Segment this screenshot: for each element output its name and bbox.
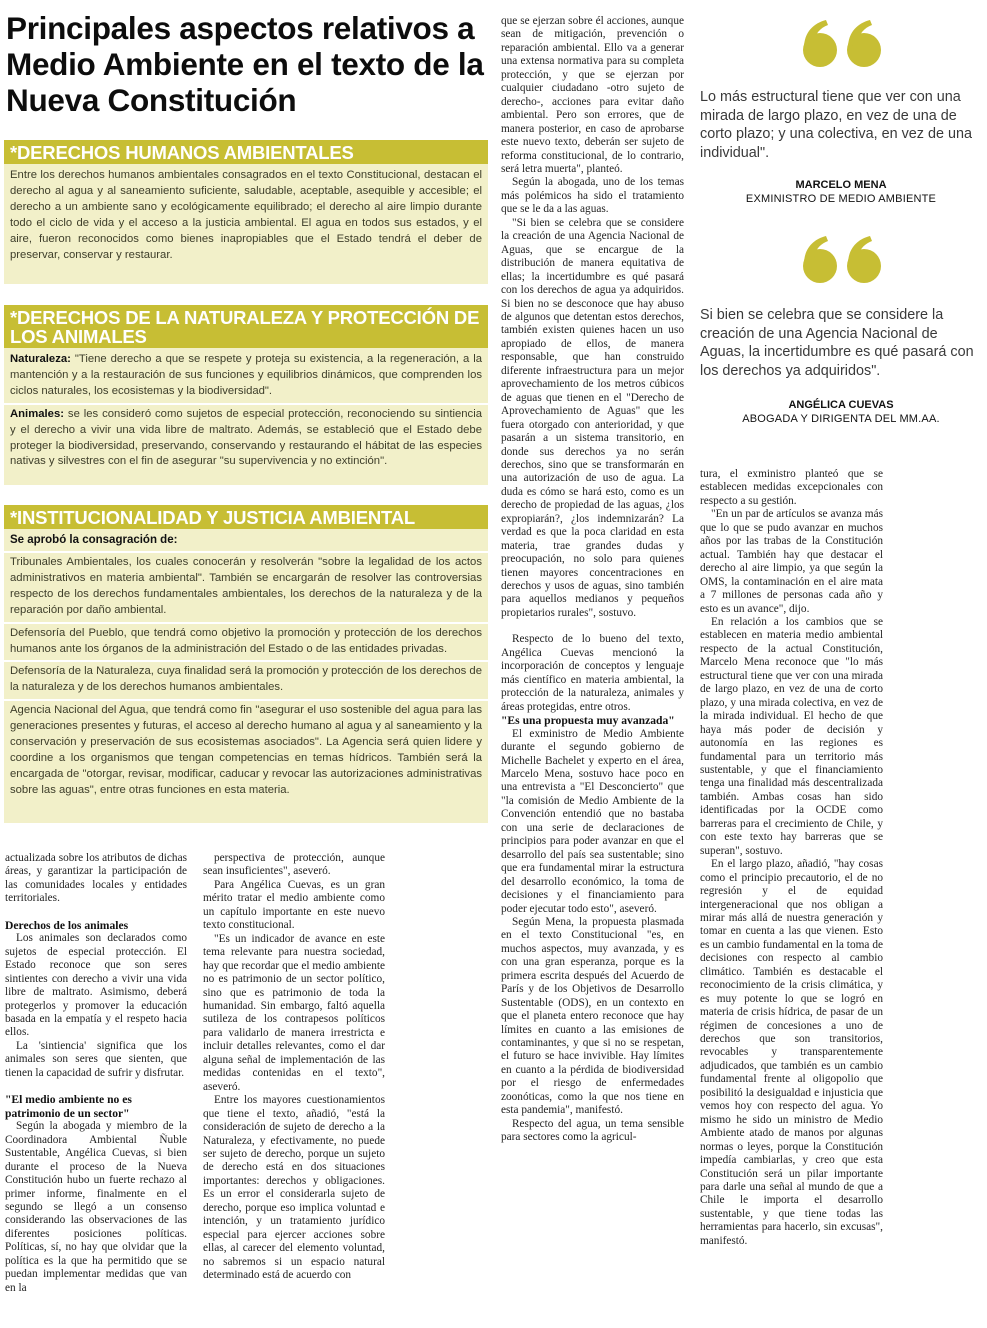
subheading-animals: Derechos de los animales (5, 918, 129, 932)
paragraph: El exministro de Medio Ambiente durante el segundo gobierno de Michelle Bachelet y experto en el área, Marcelo Mena, sostuvo hace poco en una entrevista a "El Desconcierto" que "la comisión de Medio Ambiente de la Convención entendió que no bastaba con una serie de declaraciones de principios para poder avanzar en que el desarrollo del país sea sustentable; sino que era fundamental mirar la estructura del desarrollo económico, la toma de decisiones y el financiamiento para poder ejecutar todo esto", aseveró. (501, 727, 684, 915)
paragraph: Según la abogada y miembro de la Coordinadora Ambiental Ñuble Sustentable, Angélica Cuevas, si bien durante el proceso de la Nueva Constitución hubo un fuerte rechazo al primer informe, finalmente en el segundo se llegó a un consenso considerando las observaciones de las diferentes posiciones políticas. Políticas, sí, no hay que olvidar que la política es la que ha permitido que se puedan implementar medidas que van en la (5, 1120, 187, 1294)
paragraph: tura, el exministro planteó que se establecen medidas excepcionales con respecto a su gestión. (700, 468, 883, 507)
quote-author-role: EXMINISTRO DE MEDIO AMBIENTE (745, 193, 937, 205)
pull-quote-cuevas: Si bien se celebra que se considere la creación de una Agencia Nacional de Aguas, la incertidumbre es qué pasará con los derechos ya adquiridos". (700, 307, 974, 379)
box-human-rights-heading: *DERECHOS HUMANOS AMBIENTALES (4, 140, 488, 164)
paragraph: Los animales son declarados como sujetos de especial protección. El Estado reconoce que son seres sintientes con derecho a vivir una vida libre de maltrato. Asimismo, deberá protegerlos y promover la educación basada en la empatía y el respeto hacia ellos. (5, 932, 187, 1039)
institution-item: Agencia Nacional del Agua, que tendrá como fin "asegurar el uso sostenible del agua para las generaciones presentes y futuras, el acceso al derecho humano al agua y al saneamiento y la conservación y preservación de sus ecosistemas asociados". La Agencia será quien lidere y coordine a los organismos que tengan competencias en temas hídricos. También será la encargada de "otorgar, revisar, modificar, caducar y revocar las autorizaciones administrativas sobre las aguas", entre otras funciones en esta materia. (4, 699, 488, 801)
box-institutions-heading: *INSTITUCIONALIDAD Y JUSTICIA AMBIENTAL (4, 505, 488, 529)
article-column-4 (700, 468, 883, 1248)
paragraph: "Es un indicador de avance en este tema relevante para nuestra sociedad, hay que recordar que el medio ambiente no es patrimonio de un sector político, sino que es patrimonio de toda la humanidad. Sin embargo, faltó aquella sutileza de los contrapesos políticos para validarlo de manera irrestricta e incluir detalles relevantes, como el dar alguna señal de implementación de las medidas contenidas en el texto", aseveró. (203, 932, 385, 1093)
paragraph: Entre los mayores cuestionamientos que tiene el texto, añadió, "está la consideración de sujeto de derecho a la Naturaleza, y efectivamente, no puede ser sujeto de derecho, porque un sujeto de derecho está en dos situaciones importantes: derechos y obligaciones. Es un error el considerarla sujeto de derecho, porque eso implica voluntad e intención, y un tratamiento jurídico especial para ejercer acciones sobre ellas, al carecer del elemento voluntad, no sabremos si un espacio natural determinado está de acuerdo con (203, 1094, 385, 1282)
paragraph: En el largo plazo, añadió, "hay cosas como el principio precautorio, el de no regresión y el de equidad intergeneracional que nos obligan a mirar más allá de nuestra generación y tomar en cuenta a las que vienen. Esto es un cambio fundamental en la toma de decisiones con respecto al cambio climático. También es destacable el reconocimiento de la crisis climática, y es muy potente lo que se logró en materia de crisis hídrica, de pasar de un régimen de concesiones a uno de derechos que son transitorios, revocables y transparentemente adjudicados, que también es un cambio fundamental frente al oligopolio que posibilitó la desigualdad e injusticia que vemos hoy con respecto del agua. Yo mismo he sido un ministro de Medio Ambiente atado de manos por algunas normas o leyes, porque la Constitución impedía cambiarlas, y creo que esta Constitución será un pilar importante para darle una señal al mundo de que a Chile le importa el desarrollo sustentable, y que tiene todas las herramientas para hacerlo, sin excusas", manifestó. (700, 858, 883, 1247)
paragraph: Respecto del agua, un tema sensible para sectores como la agricul- (501, 1117, 684, 1144)
subheading-environment: "El medio ambiente no es patrimonio de un sector" (5, 1093, 132, 1120)
box-human-rights (4, 140, 488, 284)
article-column-1 (5, 852, 187, 1295)
nature-text: "Tiene derecho a que se respete y proteja su existencia, a la regeneración, a la mantención y a la restauración de sus funciones y equilibrios dinámicos, que comprenden los ciclos naturales, los ecosistemas y la biodiversidad". (10, 353, 482, 397)
institution-item: Defensoría del Pueblo, que tendrá como objetivo la promoción y protección de los derechos humanos ante los órganos de la administración del Estado o de las entidades privadas. (4, 622, 488, 661)
paragraph: En relación a los cambios que se establecen en materia medio ambiental respecto de la actual Constitución, Marcelo Mena reconoce que "lo más estructural tiene que ver con una mirada de largo plazo, en vez de una de corto plazo, y una mirada colectiva, en vez de la mirada individual. El hecho de que haya más poder de decisión y autonomía en las regiones es fundamental para un territorio más sustentable, y que el financiamiento tenga una finalidad más descentralizada también. Ambas cosas han sido identificadas por la OCDE como barreras para el crecimiento de Chile, y con este texto hay barreras que se superan", sostuvo. (700, 615, 883, 857)
paragraph: "Si bien se celebra que se considere la creación de una Agencia Nacional de Aguas, que se encargue de la distribución de manera equitativa de ellas; la incertidumbre es qué pasará con los derechos de agua ya adquiridos. Si bien no se desconoce que hay abuso de algunos que detentan estos derechos, también existen quienes hacen un uso apropiado de ellos, de manera responsable, que han construido diferente infraestructura para un mejor aprovechamiento de los metros cúbicos de aguas que tienen en el "Derecho de Aprovechamiento de Aguas" que les fuera otorgado con anterioridad, y que pasarán a un sistema transitorio, en donde sus derechos ya no serán derechos, sino que se transformarán en una autorización de uso de agua. La duda es cómo se hará esto, como es un derecho de propiedad de las aguas, ¿los expropiarán?, ¿los indemnizarán? La verdad es que la poca claridad en esta materia, trae grandes dudas y preocupación, no solo para quienes tienen mayores concentraciones en derechos y usos de aguas, sino también para aquellos medianos y pequeños propietarios rurales", sostuvo. (501, 216, 684, 619)
box-nature-rights-heading: *DERECHOS DE LA NATURALEZA Y PROTECCIÓN DE LOS ANIMALES (4, 305, 488, 348)
paragraph: actualizada sobre los atributos de dichas áreas, y garantizar la participación de las comunidades locales y entidades territoriales. (5, 852, 187, 905)
paragraph: Según Mena, la propuesta plasmada en el texto Constitucional "es, en muchos aspectos, muy avanzada, y es con una gran esperanza, porque es la primera escrita después del Acuerdo de París y de los Objetivos de Desarrollo Sustentable (ODS), en un contexto en que el planeta entero reconoce que hay límites en cuanto a las emisiones de contaminantes, y que si no se respetan, el futuro se hace invivible. Hay límites en cuanto a la pérdida de biodiversidad por el riesgo de enfermedades zoonóticas, como la que nos tiene en esta pandemia", manifestó. (501, 915, 684, 1117)
box-institutions-intro: Se aprobó la consagración de: (10, 534, 178, 546)
article-column-2 (203, 852, 385, 1283)
paragraph: Respecto de lo bueno del texto, Angélica Cuevas mencionó la incorporación de conceptos y lenguaje más científico en materia ambiental, la protección de la naturaleza, animales y áreas protegidas, entre otros. (501, 633, 684, 713)
quote-author-role: ABOGADA Y DIRIGENTA DEL MM.AA. (742, 413, 940, 425)
box-animals-paragraph (4, 403, 488, 474)
quote-author-name: MARCELO MENA (795, 179, 887, 191)
quote-marks-icon (800, 234, 886, 284)
paragraph: La 'sintiencia' significa que los animales son seres que sienten, que tienen la capacidad de sufrir y disfrutar. (5, 1039, 187, 1079)
pull-quote-mena: Lo más estructural tiene que ver con una mirada de largo plazo, en vez de una de corto plazo; y una colectiva, en vez de una individual". (700, 89, 972, 161)
article-column-3 (501, 15, 684, 1145)
nature-label: Naturaleza: (10, 353, 71, 365)
animals-text: se les consideró como sujetos de especial protección, reconociendo su sintiencia y el derecho a vivir una vida libre de maltrato. Además, se estableció que el Estado debe proteger la biodiversidad, preservando, conservando y restaurando el hábitat de las especies nativas y silvestres con el fin de asegurar "su supervivencia y no extinción". (10, 407, 482, 468)
box-institutions (4, 505, 488, 823)
page-title: Principales aspectos relativos a Medio Ambiente en el texto de la Nueva Constitución (6, 10, 484, 118)
paragraph: Para Angélica Cuevas, es un gran mérito tratar el medio ambiente como un capítulo importante en este nuevo texto constitucional. (203, 878, 385, 932)
box-nature-paragraph (4, 348, 488, 403)
paragraph: que se ejerzan sobre él acciones, aunque sean de mitigación, prevención o reparación ambiental. Ello va a generar una extensa normativa para su completa protección, y que se ejerzan por cualquier ciudadano -otro sujeto de derecho-, acciones para evitar daño ambiental. Pero son errores, que de manera posterior, en caso de aprobarse este nuevo texto, deberán ser sujeto de reforma constitucional, de lo contrario, será letra muerta", planteó. (501, 15, 684, 175)
paragraph: Según la abogada, uno de los temas más polémicos ha sido el tratamiento que se le da a las aguas. (501, 176, 684, 216)
box-nature-rights (4, 305, 488, 485)
paragraph: perspectiva de protección, aunque sean insuficientes", aseveró. (203, 852, 385, 878)
institution-item: Defensoría de la Naturaleza, cuya finalidad será la promoción y protección de los derechos de la naturaleza y de los derechos humanos ambientales. (4, 660, 488, 699)
animals-label: Animales: (10, 407, 64, 420)
quote-marks-icon (800, 18, 886, 68)
institution-item: Tribunales Ambientales, los cuales conocerán y resolverán "sobre la legalidad de los actos administrativos en materia ambiental". También se encargarán de resolver las controversias respecto de los derechos fundamentales ambientales, los derechos de la naturaleza y de la reparación por daño ambiental. (4, 551, 488, 622)
paragraph: "En un par de artículos se avanza más que lo que se pudo avanzar en muchos años por las trabas de la Constitución actual. También hay que destacar el derecho al aire limpio, ya que según la OMS, la contaminación en el aire mata a 7 millones de personas cada año y esto es un avance", dijo. (700, 508, 883, 615)
box-human-rights-text: Entre los derechos humanos ambientales consagrados en el texto Constitucional, destacan el derecho al agua y al saneamiento suficiente, saludable, aceptable, asequible y accesible; el derecho a un ambiente sano y ecológicamente equilibrado; el derecho al aire limpio durante todo el ciclo de vida y el acceso a la justicia ambiental. El agua en todos sus estados, y el aire, fueron reconocidos como bienes inapropiables que el Estado tendrá el deber de preservar, conservar y restaurar. (10, 169, 482, 261)
quote-author-name: ANGÉLICA CUEVAS (788, 399, 894, 411)
subheading-proposal: "Es una propuesta muy avanzada" (501, 714, 675, 728)
